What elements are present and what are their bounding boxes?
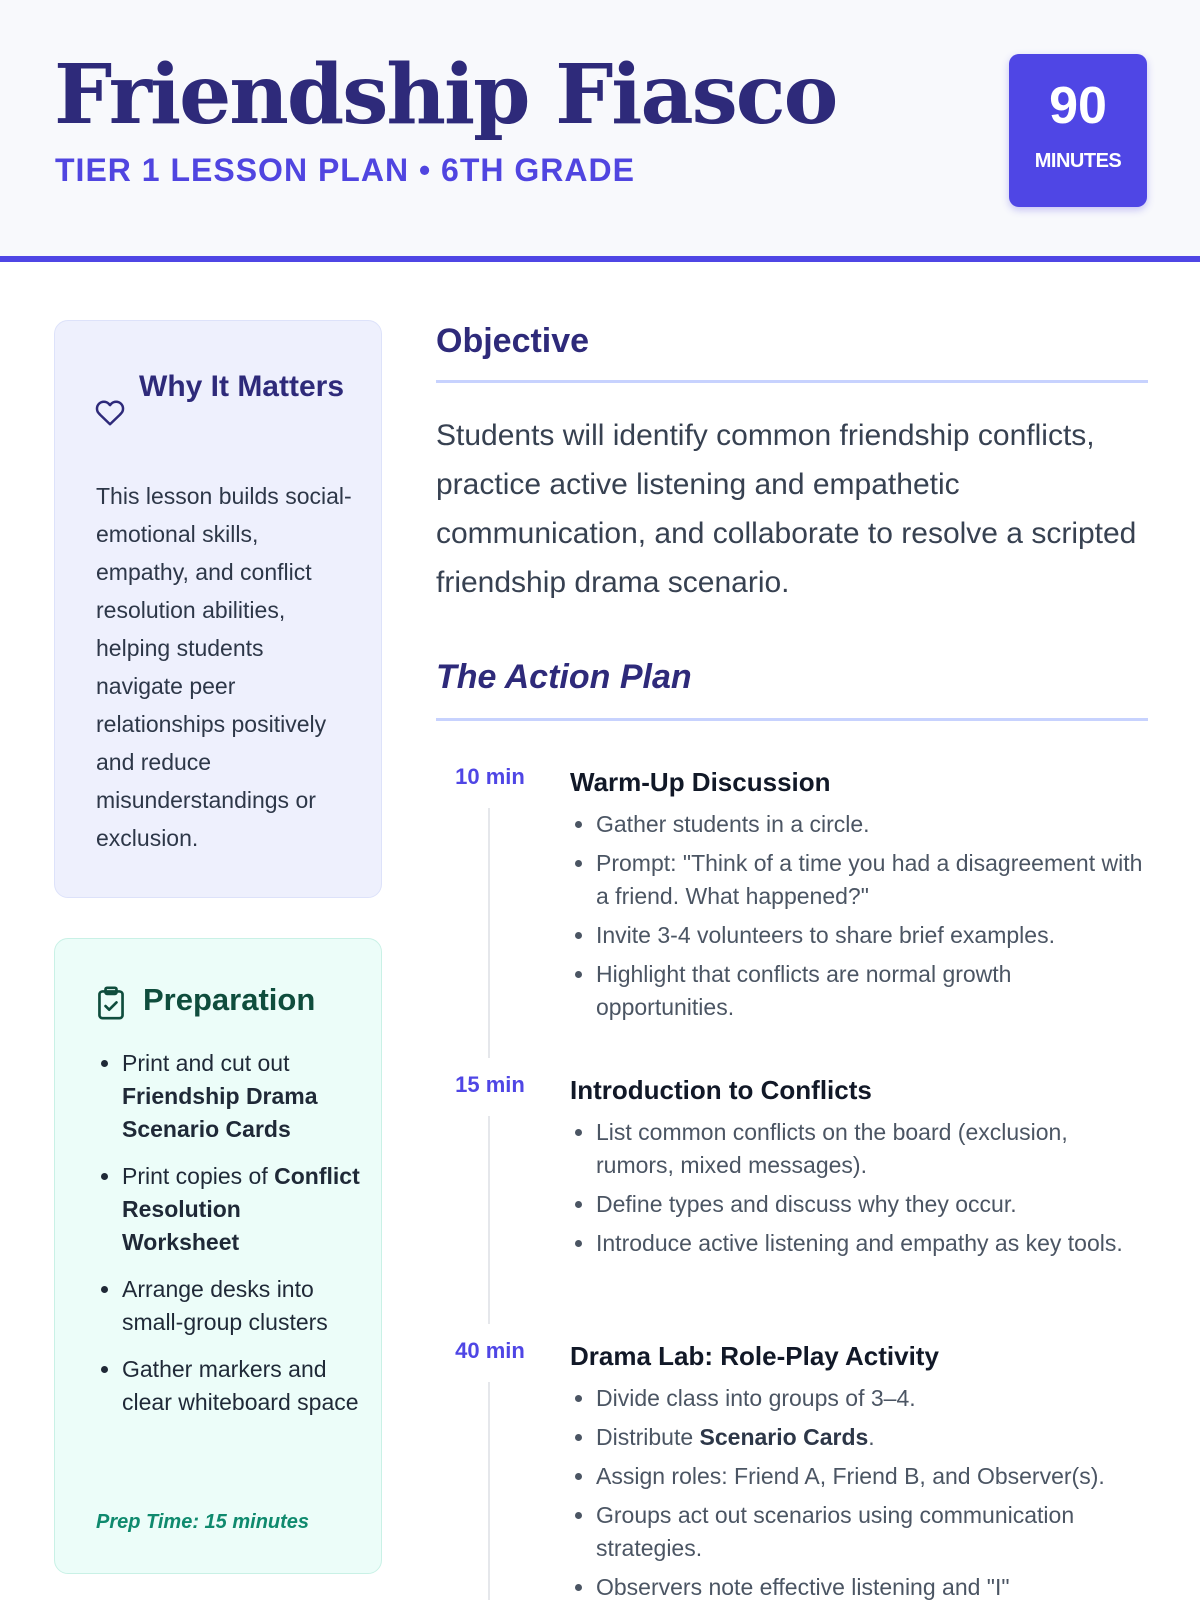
list-item	[122, 1353, 362, 1419]
list-item-text: Introduce active listening and empathy as key tools.	[596, 1230, 1123, 1256]
list-item-text: Gather students in a circle.	[596, 811, 870, 837]
timeline-line	[488, 1116, 490, 1324]
step-time: 15 min	[455, 1072, 525, 1097]
page-title: Friendship Fiasco	[54, 47, 837, 143]
clipboard-check-icon	[96, 986, 126, 1020]
list-item-text: Observers note effective listening and "I"	[596, 1574, 1010, 1600]
list-item	[596, 1571, 1152, 1600]
step-title: Introduction to Conflicts	[570, 1075, 872, 1105]
list-item-text: Groups act out scenarios using communication strategies.	[596, 1502, 1075, 1561]
list-item-text: Invite 3-4 volunteers to share brief examples.	[596, 922, 1055, 948]
list-item-text: Assign roles: Friend A, Friend B, and Observer(s).	[596, 1463, 1105, 1489]
list-item-text: Print and cut out	[122, 1050, 290, 1076]
list-item	[596, 958, 1152, 1024]
step-list	[596, 1382, 1152, 1600]
why-it-matters-title: Why It Matters	[139, 370, 345, 403]
step-time: 40 min	[455, 1338, 525, 1363]
action-plan-heading: The Action Plan	[436, 658, 692, 696]
step-title: Warm-Up Discussion	[570, 767, 831, 797]
list-item-text: Prompt: "Think of a time you had a disagreement with a friend. What happened?"	[596, 850, 1143, 909]
objective-divider	[436, 380, 1148, 383]
step-time: 10 min	[455, 764, 525, 789]
objective-heading: Objective	[436, 322, 590, 360]
list-item	[596, 1382, 1152, 1415]
list-item-text: Gather markers and clear whiteboard space	[122, 1356, 359, 1415]
list-item-text: .	[868, 1424, 875, 1450]
list-item	[122, 1273, 362, 1339]
step-list	[596, 808, 1152, 1030]
list-item-text: Arrange desks into small-group clusters	[122, 1276, 328, 1335]
preparation-title: Preparation	[143, 982, 316, 1017]
timeline-line	[488, 808, 490, 1058]
list-item	[122, 1047, 362, 1146]
why-it-matters-card	[54, 320, 382, 898]
list-item	[596, 847, 1152, 913]
list-item	[596, 1188, 1152, 1221]
list-item-emphasis: Conflict Resolution Worksheet	[122, 1163, 360, 1255]
objective-text: Students will identify common friendship conflicts, practice active listening and empathetic communication, and collaborate to resolve a scripted friendship drama scenario.	[436, 419, 1137, 599]
prep-time: Prep Time: 15 minutes	[96, 1511, 310, 1533]
duration-badge	[1009, 54, 1147, 207]
list-item	[596, 1460, 1152, 1493]
list-item	[596, 808, 1152, 841]
timeline-line	[488, 1382, 490, 1600]
preparation-list	[122, 1047, 362, 1433]
list-item-emphasis: Scenario Cards	[699, 1424, 869, 1450]
step-title: Drama Lab: Role-Play Activity	[570, 1341, 939, 1371]
list-item-text: Print copies of	[122, 1163, 275, 1189]
action-plan-divider	[436, 718, 1148, 721]
duration-value: 90	[1049, 77, 1107, 135]
list-item	[596, 919, 1152, 952]
list-item	[596, 1499, 1152, 1565]
why-it-matters-text: This lesson builds social-emotional skills, empathy, and conflict resolution abilities, helping students navigate peer relationships positively and reduce misunderstandings or exclusion.	[96, 483, 352, 851]
duration-unit: MINUTES	[1034, 150, 1122, 172]
list-item-text: Divide class into groups of 3–4.	[596, 1385, 916, 1411]
list-item	[596, 1116, 1152, 1182]
list-item-text: Highlight that conflicts are normal growth opportunities.	[596, 961, 1012, 1020]
page-header	[0, 0, 1200, 262]
list-item	[122, 1160, 362, 1259]
list-item-text: Define types and discuss why they occur.	[596, 1191, 1017, 1217]
list-item	[596, 1421, 1152, 1454]
page-subtitle: TIER 1 LESSON PLAN • 6TH GRADE	[55, 152, 635, 188]
list-item	[596, 1227, 1152, 1260]
list-item-emphasis: Friendship Drama Scenario Cards	[122, 1083, 318, 1142]
step-list	[596, 1116, 1152, 1266]
list-item-text: List common conflicts on the board (exclusion, rumors, mixed messages).	[596, 1119, 1068, 1178]
preparation-card	[54, 938, 382, 1574]
heart-icon	[95, 398, 125, 428]
list-item-text: Distribute	[596, 1424, 700, 1450]
